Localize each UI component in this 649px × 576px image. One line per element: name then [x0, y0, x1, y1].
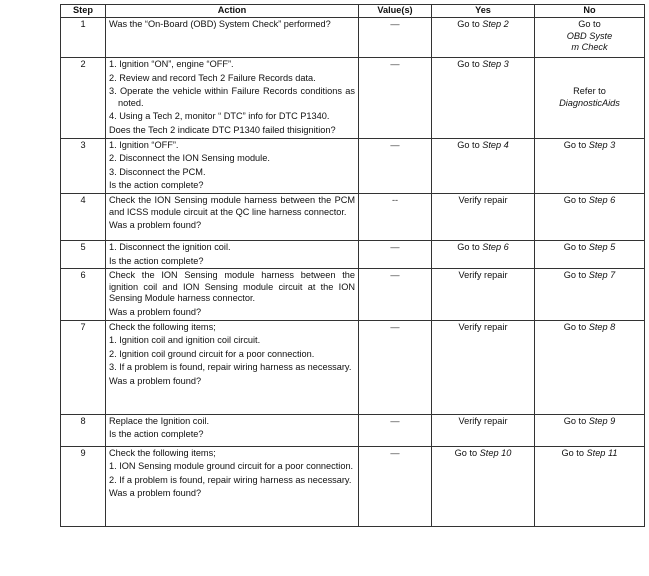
no-step-link[interactable]: Step 11	[586, 447, 618, 458]
no-step-link[interactable]: Step 5	[588, 241, 616, 252]
step-number: 1	[61, 18, 106, 58]
table-row	[61, 414, 645, 446]
action-step-item: 3. Disconnect the PCM.	[109, 166, 206, 177]
value-cell: —	[359, 446, 432, 526]
value-cell: —	[359, 138, 432, 193]
action-question: Is the action complete?	[109, 255, 204, 266]
value-cell: --	[359, 193, 432, 240]
no-step-link[interactable]: DiagnosticAids	[559, 97, 620, 108]
no-step-link[interactable]: Step 8	[588, 321, 616, 332]
step-number: 2	[61, 58, 106, 139]
action-cell	[106, 58, 359, 139]
table-row	[61, 193, 645, 240]
action-question: Is the action complete?	[109, 180, 204, 191]
action-text: Check the following items;	[109, 321, 216, 332]
step-number: 6	[61, 269, 106, 320]
no-cell	[535, 18, 645, 58]
action-question: Was a problem found?	[109, 488, 202, 499]
header-step: Step	[61, 5, 106, 18]
action-question: Was a problem found?	[109, 375, 202, 386]
table-row	[61, 58, 645, 139]
no-cell	[535, 320, 645, 414]
action-cell	[106, 446, 359, 526]
action-step-item: 2. Disconnect the ION Sensing module.	[109, 153, 270, 164]
no-step-link[interactable]: OBD System Check	[566, 30, 613, 53]
table-row	[61, 320, 645, 414]
yes-step-link[interactable]: Step 4	[482, 139, 509, 150]
action-cell	[106, 269, 359, 320]
yes-cell	[432, 240, 535, 268]
yes-cell	[432, 193, 535, 240]
no-cell	[535, 240, 645, 268]
value-cell: —	[359, 18, 432, 58]
step-number: 9	[61, 446, 106, 526]
header-yes: Yes	[432, 5, 535, 18]
no-text: Go to	[561, 447, 587, 458]
action-text: Was the “On-Board (OBD) System Check” performed?	[109, 19, 331, 29]
no-step-link[interactable]: Step 9	[588, 415, 616, 426]
action-cell	[106, 240, 359, 268]
action-text: Check the ION Sensing module harness between the ignition coil and ION Sensing module circuit at the ION Sensing Module harness connector.	[109, 270, 355, 304]
action-cell	[106, 320, 359, 414]
yes-text: Go to	[454, 447, 480, 458]
action-text: Check the following items;	[109, 447, 216, 458]
action-step-item: 1. Ignition “ON”, engine “OFF”.	[109, 59, 234, 69]
yes-cell	[432, 138, 535, 193]
action-question: Was a problem found?	[109, 220, 202, 231]
table-row	[61, 138, 645, 193]
yes-text: Go to	[457, 241, 483, 252]
yes-text: Verify repair	[458, 194, 508, 205]
action-step-item: 2. Review and record Tech 2 Failure Records data.	[109, 72, 316, 83]
action-step-item: 3. If a problem is found, repair wiring harness as necessary.	[109, 362, 352, 373]
action-step-item: 4. Using a Tech 2, monitor “ DTC” info for DTC P1340.	[109, 111, 330, 122]
yes-cell	[432, 58, 535, 139]
yes-step-link[interactable]: Step 10	[479, 447, 512, 458]
no-text: Go to	[563, 241, 589, 252]
action-step-item: 1. Ignition coil and ignition coil circuit.	[109, 335, 261, 346]
action-step-item: 2. If a problem is found, repair wiring harness as necessary.	[109, 474, 352, 485]
action-cell	[106, 18, 359, 58]
table-header-row	[61, 5, 645, 18]
header-no: No	[535, 5, 645, 18]
action-cell	[106, 193, 359, 240]
step-number: 7	[61, 320, 106, 414]
value-cell: —	[359, 269, 432, 320]
no-cell	[535, 269, 645, 320]
no-step-link[interactable]: Step 3	[588, 139, 616, 150]
no-cell	[535, 446, 645, 526]
yes-cell	[432, 269, 535, 320]
action-question: Was a problem found?	[109, 306, 202, 317]
no-text: Refer to	[573, 86, 606, 96]
yes-step-link[interactable]: Step 2	[482, 19, 509, 29]
step-number: 8	[61, 414, 106, 446]
no-text: Go to	[563, 194, 589, 205]
yes-cell	[432, 414, 535, 446]
yes-text: Verify repair	[458, 321, 508, 332]
header-action: Action	[106, 5, 359, 18]
no-text: Go to	[563, 270, 589, 281]
action-text: Replace the Ignition coil.	[109, 415, 210, 426]
yes-cell	[432, 446, 535, 526]
value-cell: —	[359, 58, 432, 139]
table-row	[61, 18, 645, 58]
table-row	[61, 446, 645, 526]
yes-step-link[interactable]: Step 6	[482, 241, 509, 252]
value-cell: —	[359, 320, 432, 414]
table-row	[61, 240, 645, 268]
action-step-item: 1. Disconnect the ignition coil.	[109, 241, 231, 252]
no-text: Go to	[563, 139, 589, 150]
no-text: Go to	[563, 415, 589, 426]
no-text: Go to	[578, 19, 601, 29]
table-row	[61, 269, 645, 320]
yes-cell	[432, 320, 535, 414]
action-step-item: 3. Operate the vehicle within Failure Records conditions as noted.	[109, 86, 355, 108]
yes-text: Go to	[457, 59, 483, 69]
table-body	[61, 18, 645, 527]
no-cell	[535, 414, 645, 446]
action-question: Is the action complete?	[109, 429, 204, 440]
yes-step-link[interactable]: Step 3	[482, 59, 509, 69]
no-step-link[interactable]: Step 6	[588, 194, 616, 205]
value-cell: —	[359, 240, 432, 268]
header-values: Value(s)	[359, 5, 432, 18]
step-number: 3	[61, 138, 106, 193]
no-cell	[535, 138, 645, 193]
no-step-link[interactable]: Step 7	[588, 270, 616, 281]
action-cell	[106, 414, 359, 446]
yes-text: Go to	[457, 19, 483, 29]
action-step-item: 1. Ignition “OFF”.	[109, 139, 179, 150]
step-number: 4	[61, 193, 106, 240]
action-step-item: 2. Ignition coil ground circuit for a poor connection.	[109, 348, 315, 359]
no-cell	[535, 193, 645, 240]
value-cell: —	[359, 414, 432, 446]
yes-text: Verify repair	[458, 415, 508, 426]
step-number: 5	[61, 240, 106, 268]
action-text: Check the ION Sensing module harness between the PCM and ICSS module circuit at the QC line harness connector.	[109, 194, 355, 217]
action-step-item: 1. ION Sensing module ground circuit for a poor connection.	[109, 461, 354, 472]
action-question: Does the Tech 2 indicate DTC P1340 failed thisignition?	[109, 124, 336, 135]
action-cell	[106, 138, 359, 193]
diagnostic-table	[60, 4, 645, 527]
no-cell	[535, 58, 645, 139]
yes-text: Verify repair	[458, 270, 508, 281]
yes-text: Go to	[457, 139, 483, 150]
yes-cell	[432, 18, 535, 58]
no-text: Go to	[563, 321, 589, 332]
